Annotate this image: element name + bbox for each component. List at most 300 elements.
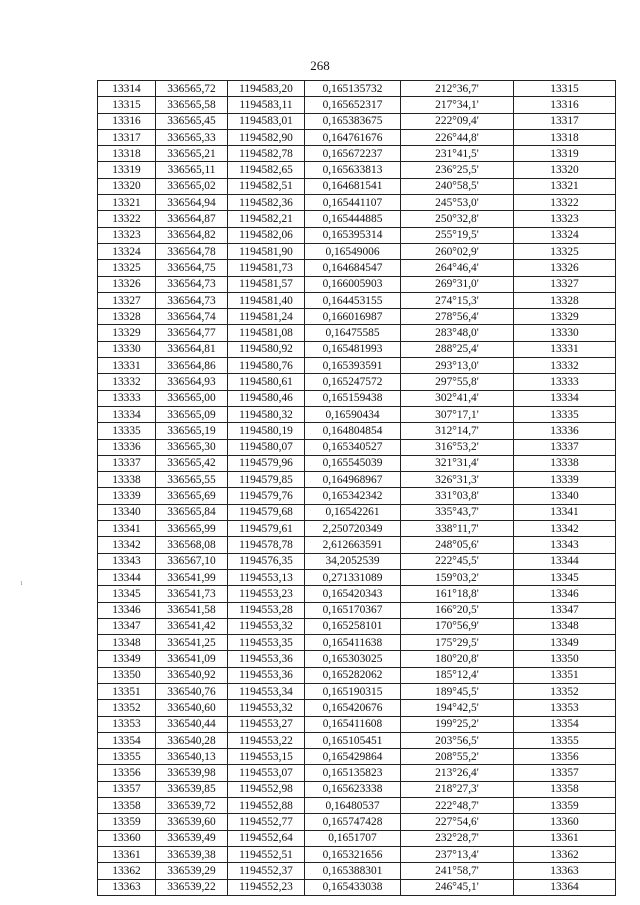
table-row (98, 195, 616, 211)
x-coordinate-cell: 336565,72 (156, 81, 228, 97)
distance-cell: 0,16590434 (305, 406, 401, 422)
distance-cell: 0,165282062 (305, 667, 401, 683)
next-point-cell: 13323 (514, 211, 616, 227)
x-coordinate-cell: 336565,11 (156, 162, 228, 178)
next-point-cell: 13352 (514, 683, 616, 699)
bearing-cell: 302°41,4' (401, 390, 514, 406)
table-row (98, 472, 616, 488)
bearing-cell: 283°48,0' (401, 325, 514, 341)
x-coordinate-cell: 336541,25 (156, 635, 228, 651)
y-coordinate-cell: 1194580,46 (228, 390, 305, 406)
point-id-cell: 13350 (98, 667, 156, 683)
next-point-cell: 13321 (514, 178, 616, 194)
x-coordinate-cell: 336564,74 (156, 309, 228, 325)
point-id-cell: 13356 (98, 765, 156, 781)
bearing-cell: 326°31,3' (401, 472, 514, 488)
distance-cell: 0,16549006 (305, 243, 401, 259)
distance-cell: 0,271331089 (305, 569, 401, 585)
point-id-cell: 13314 (98, 81, 156, 97)
x-coordinate-cell: 336539,22 (156, 879, 228, 895)
bearing-cell: 312°14,7' (401, 423, 514, 439)
point-id-cell: 13352 (98, 700, 156, 716)
next-point-cell: 13359 (514, 798, 616, 814)
distance-cell: 0,165429864 (305, 749, 401, 765)
next-point-cell: 13363 (514, 863, 616, 879)
bearing-cell: 260°02,9' (401, 243, 514, 259)
point-id-cell: 13345 (98, 586, 156, 602)
distance-cell: 34,2052539 (305, 553, 401, 569)
y-coordinate-cell: 1194583,11 (228, 97, 305, 113)
coordinates-table (97, 80, 616, 896)
next-point-cell: 13354 (514, 716, 616, 732)
distance-cell: 0,164681541 (305, 178, 401, 194)
table-row (98, 276, 616, 292)
next-point-cell: 13322 (514, 195, 616, 211)
table-row (98, 504, 616, 520)
x-coordinate-cell: 336565,02 (156, 178, 228, 194)
distance-cell: 0,165393591 (305, 358, 401, 374)
x-coordinate-cell: 336541,42 (156, 618, 228, 634)
table-row (98, 732, 616, 748)
next-point-cell: 13327 (514, 276, 616, 292)
distance-cell: 0,166016987 (305, 309, 401, 325)
distance-cell: 0,165623338 (305, 781, 401, 797)
next-point-cell: 13331 (514, 341, 616, 357)
page-number: 268 (310, 58, 330, 73)
table-row (98, 423, 616, 439)
next-point-cell: 13332 (514, 358, 616, 374)
x-coordinate-cell: 336541,09 (156, 651, 228, 667)
table-row (98, 488, 616, 504)
point-id-cell: 13361 (98, 846, 156, 862)
table-row (98, 358, 616, 374)
next-point-cell: 13362 (514, 846, 616, 862)
distance-cell: 0,165411608 (305, 716, 401, 732)
point-id-cell: 13316 (98, 113, 156, 129)
point-id-cell: 13328 (98, 309, 156, 325)
next-point-cell: 13338 (514, 455, 616, 471)
next-point-cell: 13320 (514, 162, 616, 178)
next-point-cell: 13330 (514, 325, 616, 341)
y-coordinate-cell: 1194552,88 (228, 798, 305, 814)
x-coordinate-cell: 336565,69 (156, 488, 228, 504)
bearing-cell: 297°55,8' (401, 374, 514, 390)
distance-cell: 0,165545039 (305, 455, 401, 471)
point-id-cell: 13349 (98, 651, 156, 667)
point-id-cell: 13351 (98, 683, 156, 699)
distance-cell: 2,612663591 (305, 537, 401, 553)
next-point-cell: 13316 (514, 97, 616, 113)
table-row (98, 390, 616, 406)
x-coordinate-cell: 336564,93 (156, 374, 228, 390)
point-id-cell: 13323 (98, 227, 156, 243)
table-row (98, 814, 616, 830)
table-row (98, 521, 616, 537)
table-row (98, 374, 616, 390)
bearing-cell: 274°15,3' (401, 292, 514, 308)
x-coordinate-cell: 336539,60 (156, 814, 228, 830)
y-coordinate-cell: 1194552,51 (228, 846, 305, 862)
next-point-cell: 13343 (514, 537, 616, 553)
y-coordinate-cell: 1194553,32 (228, 700, 305, 716)
y-coordinate-cell: 1194580,07 (228, 439, 305, 455)
bearing-cell: 217°34,1' (401, 97, 514, 113)
distance-cell: 0,165672237 (305, 146, 401, 162)
point-id-cell: 13353 (98, 716, 156, 732)
point-id-cell: 13336 (98, 439, 156, 455)
table-row (98, 81, 616, 97)
point-id-cell: 13339 (98, 488, 156, 504)
y-coordinate-cell: 1194582,65 (228, 162, 305, 178)
bearing-cell: 208°55,2' (401, 749, 514, 765)
y-coordinate-cell: 1194579,85 (228, 472, 305, 488)
bearing-cell: 246°45,1' (401, 879, 514, 895)
y-coordinate-cell: 1194553,23 (228, 586, 305, 602)
point-id-cell: 13325 (98, 260, 156, 276)
y-coordinate-cell: 1194581,73 (228, 260, 305, 276)
y-coordinate-cell: 1194552,23 (228, 879, 305, 895)
table-row (98, 292, 616, 308)
bearing-cell: 218°27,3' (401, 781, 514, 797)
y-coordinate-cell: 1194579,76 (228, 488, 305, 504)
table-row (98, 537, 616, 553)
table-row (98, 129, 616, 145)
y-coordinate-cell: 1194576,35 (228, 553, 305, 569)
point-id-cell: 13334 (98, 406, 156, 422)
bearing-cell: 222°48,7' (401, 798, 514, 814)
bearing-cell: 170°56,9' (401, 618, 514, 634)
x-coordinate-cell: 336565,09 (156, 406, 228, 422)
distance-cell: 0,165190315 (305, 683, 401, 699)
y-coordinate-cell: 1194583,20 (228, 81, 305, 97)
x-coordinate-cell: 336565,99 (156, 521, 228, 537)
distance-cell: 0,165388301 (305, 863, 401, 879)
y-coordinate-cell: 1194582,51 (228, 178, 305, 194)
point-id-cell: 13357 (98, 781, 156, 797)
y-coordinate-cell: 1194553,07 (228, 765, 305, 781)
next-point-cell: 13341 (514, 504, 616, 520)
next-point-cell: 13364 (514, 879, 616, 895)
table-row (98, 716, 616, 732)
table-row (98, 635, 616, 651)
y-coordinate-cell: 1194579,61 (228, 521, 305, 537)
table-body (98, 81, 616, 896)
x-coordinate-cell: 336564,73 (156, 276, 228, 292)
bearing-cell: 269°31,0' (401, 276, 514, 292)
x-coordinate-cell: 336539,98 (156, 765, 228, 781)
point-id-cell: 13359 (98, 814, 156, 830)
distance-cell: 0,165170367 (305, 602, 401, 618)
distance-cell: 0,165340527 (305, 439, 401, 455)
point-id-cell: 13326 (98, 276, 156, 292)
x-coordinate-cell: 336565,33 (156, 129, 228, 145)
distance-cell: 0,16542261 (305, 504, 401, 520)
next-point-cell: 13346 (514, 586, 616, 602)
x-coordinate-cell: 336565,55 (156, 472, 228, 488)
next-point-cell: 13357 (514, 765, 616, 781)
x-coordinate-cell: 336541,73 (156, 586, 228, 602)
x-coordinate-cell: 336565,58 (156, 97, 228, 113)
x-coordinate-cell: 336541,58 (156, 602, 228, 618)
point-id-cell: 13335 (98, 423, 156, 439)
bearing-cell: 264°46,4' (401, 260, 514, 276)
distance-cell: 0,165258101 (305, 618, 401, 634)
distance-cell: 0,164761676 (305, 129, 401, 145)
table-row (98, 863, 616, 879)
table-row (98, 683, 616, 699)
bearing-cell: 240°58,5' (401, 178, 514, 194)
table-row (98, 309, 616, 325)
bearing-cell: 161°18,8' (401, 586, 514, 602)
distance-cell: 0,165135823 (305, 765, 401, 781)
x-coordinate-cell: 336564,82 (156, 227, 228, 243)
bearing-cell: 237°13,4' (401, 846, 514, 862)
y-coordinate-cell: 1194581,40 (228, 292, 305, 308)
x-coordinate-cell: 336565,19 (156, 423, 228, 439)
y-coordinate-cell: 1194553,32 (228, 618, 305, 634)
distance-cell: 0,165105451 (305, 732, 401, 748)
point-id-cell: 13317 (98, 129, 156, 145)
y-coordinate-cell: 1194583,01 (228, 113, 305, 129)
table-row (98, 667, 616, 683)
bearing-cell: 180°20,8' (401, 651, 514, 667)
distance-cell: 0,165747428 (305, 814, 401, 830)
next-point-cell: 13344 (514, 553, 616, 569)
next-point-cell: 13351 (514, 667, 616, 683)
table-row (98, 700, 616, 716)
bearing-cell: 250°32,8' (401, 211, 514, 227)
next-point-cell: 13333 (514, 374, 616, 390)
next-point-cell: 13335 (514, 406, 616, 422)
distance-cell: 0,165444885 (305, 211, 401, 227)
distance-cell: 0,165159438 (305, 390, 401, 406)
y-coordinate-cell: 1194553,36 (228, 651, 305, 667)
next-point-cell: 13336 (514, 423, 616, 439)
point-id-cell: 13331 (98, 358, 156, 374)
x-coordinate-cell: 336565,42 (156, 455, 228, 471)
y-coordinate-cell: 1194579,68 (228, 504, 305, 520)
distance-cell: 0,16475585 (305, 325, 401, 341)
point-id-cell: 13342 (98, 537, 156, 553)
y-coordinate-cell: 1194552,64 (228, 830, 305, 846)
bearing-cell: 213°26,4' (401, 765, 514, 781)
table-row (98, 178, 616, 194)
x-coordinate-cell: 336564,77 (156, 325, 228, 341)
x-coordinate-cell: 336564,94 (156, 195, 228, 211)
y-coordinate-cell: 1194580,92 (228, 341, 305, 357)
table-row (98, 830, 616, 846)
y-coordinate-cell: 1194578,78 (228, 537, 305, 553)
bearing-cell: 226°44,8' (401, 129, 514, 145)
y-coordinate-cell: 1194582,06 (228, 227, 305, 243)
bearing-cell: 316°53,2' (401, 439, 514, 455)
next-point-cell: 13318 (514, 129, 616, 145)
table-row (98, 618, 616, 634)
distance-cell: 0,165247572 (305, 374, 401, 390)
x-coordinate-cell: 336564,81 (156, 341, 228, 357)
bearing-cell: 189°45,5' (401, 683, 514, 699)
x-coordinate-cell: 336564,87 (156, 211, 228, 227)
x-coordinate-cell: 336541,99 (156, 569, 228, 585)
bearing-cell: 335°43,7' (401, 504, 514, 520)
distance-cell: 2,250720349 (305, 521, 401, 537)
distance-cell: 0,164968967 (305, 472, 401, 488)
x-coordinate-cell: 336540,28 (156, 732, 228, 748)
point-id-cell: 13338 (98, 472, 156, 488)
point-id-cell: 13362 (98, 863, 156, 879)
table-row (98, 325, 616, 341)
x-coordinate-cell: 336540,92 (156, 667, 228, 683)
distance-cell: 0,165383675 (305, 113, 401, 129)
y-coordinate-cell: 1194580,61 (228, 374, 305, 390)
y-coordinate-cell: 1194581,24 (228, 309, 305, 325)
bearing-cell: 175°29,5' (401, 635, 514, 651)
x-coordinate-cell: 336540,76 (156, 683, 228, 699)
distance-cell: 0,165342342 (305, 488, 401, 504)
point-id-cell: 13348 (98, 635, 156, 651)
y-coordinate-cell: 1194581,90 (228, 243, 305, 259)
bearing-cell: 245°53,0' (401, 195, 514, 211)
distance-cell: 0,165441107 (305, 195, 401, 211)
point-id-cell: 13341 (98, 521, 156, 537)
point-id-cell: 13322 (98, 211, 156, 227)
distance-cell: 0,1651707 (305, 830, 401, 846)
table-row (98, 243, 616, 259)
distance-cell: 0,165395314 (305, 227, 401, 243)
bearing-cell: 338°11,7' (401, 521, 514, 537)
y-coordinate-cell: 1194581,08 (228, 325, 305, 341)
x-coordinate-cell: 336568,08 (156, 537, 228, 553)
bearing-cell: 222°09,4' (401, 113, 514, 129)
next-point-cell: 13349 (514, 635, 616, 651)
table-row (98, 113, 616, 129)
point-id-cell: 13321 (98, 195, 156, 211)
bearing-cell: 203°56,5' (401, 732, 514, 748)
table-row (98, 227, 616, 243)
y-coordinate-cell: 1194582,21 (228, 211, 305, 227)
point-id-cell: 13337 (98, 455, 156, 471)
x-coordinate-cell: 336564,86 (156, 358, 228, 374)
table-row (98, 211, 616, 227)
bearing-cell: 236°25,5' (401, 162, 514, 178)
x-coordinate-cell: 336539,85 (156, 781, 228, 797)
point-id-cell: 13344 (98, 569, 156, 585)
y-coordinate-cell: 1194580,76 (228, 358, 305, 374)
x-coordinate-cell: 336540,44 (156, 716, 228, 732)
x-coordinate-cell: 336539,72 (156, 798, 228, 814)
table-row (98, 651, 616, 667)
y-coordinate-cell: 1194552,77 (228, 814, 305, 830)
bearing-cell: 185°12,4' (401, 667, 514, 683)
point-id-cell: 13330 (98, 341, 156, 357)
point-id-cell: 13347 (98, 618, 156, 634)
bearing-cell: 222°45,5' (401, 553, 514, 569)
y-coordinate-cell: 1194582,90 (228, 129, 305, 145)
x-coordinate-cell: 336539,49 (156, 830, 228, 846)
y-coordinate-cell: 1194553,15 (228, 749, 305, 765)
point-id-cell: 13315 (98, 97, 156, 113)
bearing-cell: 227°54,6' (401, 814, 514, 830)
point-id-cell: 13333 (98, 390, 156, 406)
next-point-cell: 13355 (514, 732, 616, 748)
bearing-cell: 232°28,7' (401, 830, 514, 846)
next-point-cell: 13325 (514, 243, 616, 259)
point-id-cell: 13363 (98, 879, 156, 895)
y-coordinate-cell: 1194580,19 (228, 423, 305, 439)
x-coordinate-cell: 336565,00 (156, 390, 228, 406)
table-row (98, 781, 616, 797)
bearing-cell: 307°17,1' (401, 406, 514, 422)
next-point-cell: 13317 (514, 113, 616, 129)
margin-mark: ₁ (20, 575, 24, 585)
table-row (98, 586, 616, 602)
next-point-cell: 13348 (514, 618, 616, 634)
bearing-cell: 255°19,5' (401, 227, 514, 243)
bearing-cell: 159°03,2' (401, 569, 514, 585)
bearing-cell: 166°20,5' (401, 602, 514, 618)
next-point-cell: 13356 (514, 749, 616, 765)
y-coordinate-cell: 1194581,57 (228, 276, 305, 292)
table-row (98, 406, 616, 422)
y-coordinate-cell: 1194582,36 (228, 195, 305, 211)
next-point-cell: 13358 (514, 781, 616, 797)
point-id-cell: 13318 (98, 146, 156, 162)
table-row (98, 846, 616, 862)
table-row (98, 97, 616, 113)
table-row (98, 765, 616, 781)
distance-cell: 0,166005903 (305, 276, 401, 292)
y-coordinate-cell: 1194582,78 (228, 146, 305, 162)
next-point-cell: 13324 (514, 227, 616, 243)
bearing-cell: 288°25,4' (401, 341, 514, 357)
bearing-cell: 321°31,4' (401, 455, 514, 471)
y-coordinate-cell: 1194552,98 (228, 781, 305, 797)
point-id-cell: 13360 (98, 830, 156, 846)
bearing-cell: 194°42,5' (401, 700, 514, 716)
bearing-cell: 331°03,8' (401, 488, 514, 504)
bearing-cell: 241°58,7' (401, 863, 514, 879)
next-point-cell: 13345 (514, 569, 616, 585)
distance-cell: 0,165135732 (305, 81, 401, 97)
table-row (98, 439, 616, 455)
point-id-cell: 13329 (98, 325, 156, 341)
x-coordinate-cell: 336539,29 (156, 863, 228, 879)
distance-cell: 0,164684547 (305, 260, 401, 276)
distance-cell: 0,165411638 (305, 635, 401, 651)
y-coordinate-cell: 1194553,27 (228, 716, 305, 732)
y-coordinate-cell: 1194553,28 (228, 602, 305, 618)
table-row (98, 341, 616, 357)
bearing-cell: 278°56,4' (401, 309, 514, 325)
y-coordinate-cell: 1194553,35 (228, 635, 305, 651)
point-id-cell: 13327 (98, 292, 156, 308)
y-coordinate-cell: 1194553,36 (228, 667, 305, 683)
y-coordinate-cell: 1194552,37 (228, 863, 305, 879)
point-id-cell: 13358 (98, 798, 156, 814)
point-id-cell: 13343 (98, 553, 156, 569)
next-point-cell: 13347 (514, 602, 616, 618)
next-point-cell: 13353 (514, 700, 616, 716)
table-row (98, 879, 616, 895)
x-coordinate-cell: 336565,21 (156, 146, 228, 162)
next-point-cell: 13326 (514, 260, 616, 276)
bearing-cell: 212°36,7' (401, 81, 514, 97)
x-coordinate-cell: 336565,84 (156, 504, 228, 520)
next-point-cell: 13319 (514, 146, 616, 162)
point-id-cell: 13346 (98, 602, 156, 618)
y-coordinate-cell: 1194580,32 (228, 406, 305, 422)
table-row (98, 260, 616, 276)
